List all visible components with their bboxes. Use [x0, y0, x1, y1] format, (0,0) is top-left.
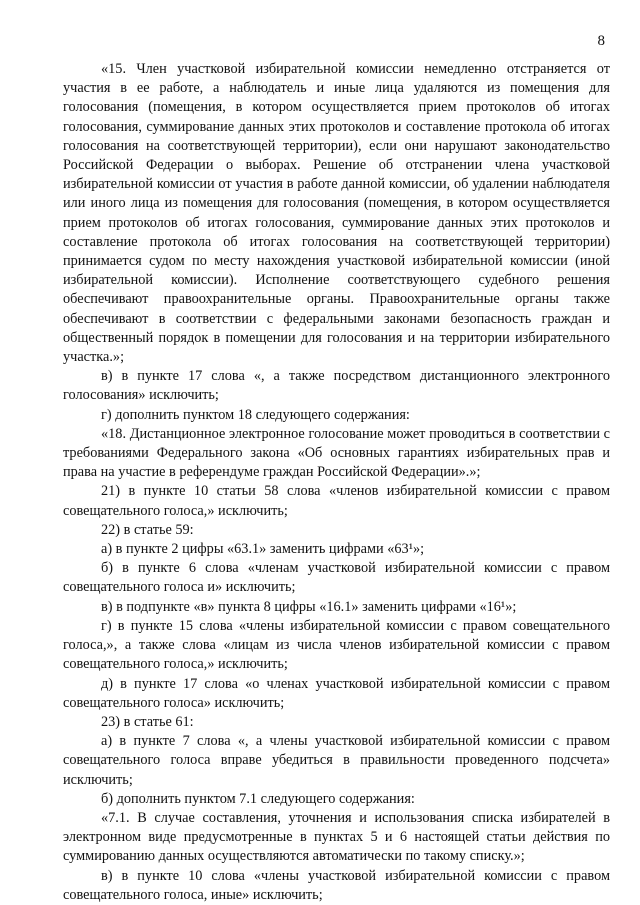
paragraph-item-g-18: г) дополнить пунктом 18 следующего содержания:: [101, 406, 410, 423]
page-number: 8: [597, 33, 605, 49]
paragraph-item-23: 23) в статье 61:: [101, 713, 194, 730]
document-body: [63, 60, 610, 905]
paragraph-item-22-a: а) в пункте 2 цифры «63.1» заменить цифрами «63¹»;: [101, 541, 425, 558]
paragraph-item-22: 22) в статье 59:: [101, 521, 194, 538]
paragraph-item-22-b: б) в пункте 6 слова «членам участковой избирательной комиссии с правом совещательного голоса и» исключить;: [63, 560, 610, 596]
paragraph-item-22-v: в) в подпункте «в» пункта 8 цифры «16.1» заменить цифрами «16¹»;: [101, 598, 517, 615]
paragraph-item-23-b: б) дополнить пунктом 7.1 следующего содержания:: [101, 790, 415, 807]
paragraph-item-23-a: а) в пункте 7 слова «, а члены участковой избирательной комиссии с правом совещательного голоса вправе убедиться в правильности проведенного подсчета» исключить;: [63, 733, 610, 788]
paragraph-item-23-v: в) в пункте 10 слова «члены участковой избирательной комиссии с правом совещательного голоса, иные» исключить;: [63, 867, 610, 903]
paragraph-item-22-g: г) в пункте 15 слова «члены избирательной комиссии с правом совещательного голоса,», а также слова «лицам из числа членов избирательной комиссии с правом совещательного голоса,» исключить;: [63, 617, 610, 673]
paragraph-amendment-18: «18. Дистанционное электронное голосование может проводиться в соответствии с требованиями Федерального закона «Об основных гарантиях избирательных прав и права на участие в референдуме граждан Российской Федерации».»;: [63, 425, 610, 481]
paragraph-amendment-7-1: «7.1. В случае составления, уточнения и использования списка избирателей в электронном виде предусмотренные в пунктах 5 и 6 настоящей статьи действия по суммированию данных осуществляются автоматически по такому списку.»;: [63, 809, 610, 865]
paragraph-amendment-15: «15. Член участковой избирательной комиссии немедленно отстраняется от участия в ее работе, а наблюдатель и иные лица удаляются из помещения для голосования (помещения, в котором осуществляется прием протоколов об итогах голосования, суммирование данных этих протоколов и составление протокола об итогах голосования на соответствующей территории), если они нарушают законодательство Российской Федерации о выборах. Решение об отстранении члена участковой избирательной комиссии от участия в работе данной комиссии, об удалении наблюдателя или иного лица из помещения для голосования (помещения, в котором осуществляется прием протоколов об итогах голосования, суммирование данных этих протоколов и составление протокола об итогах голосования на соответствующей территории) принимается судом по месту нахождения участковой избирательной комиссии (иной избирательной комиссии). Исполнение соответствующего судебного решения обеспечивают правоохранительные органы. Правоохранительные органы также обеспечивают в соответствии с федеральными законами безопасность граждан и общественный порядок в помещении для голосования и на территории избирательного участка.»;: [63, 61, 610, 366]
paragraph-item-22-d: д) в пункте 17 слова «о членах участковой избирательной комиссии с правом совещательного голоса» исключить;: [63, 675, 610, 711]
paragraph-item-v-17: в) в пункте 17 слова «, а также посредством дистанционного электронного голосования» исключить;: [63, 368, 610, 404]
paragraph-item-21: 21) в пункте 10 статьи 58 слова «членов избирательной комиссии с правом совещательного голоса,» исключить;: [63, 483, 610, 519]
